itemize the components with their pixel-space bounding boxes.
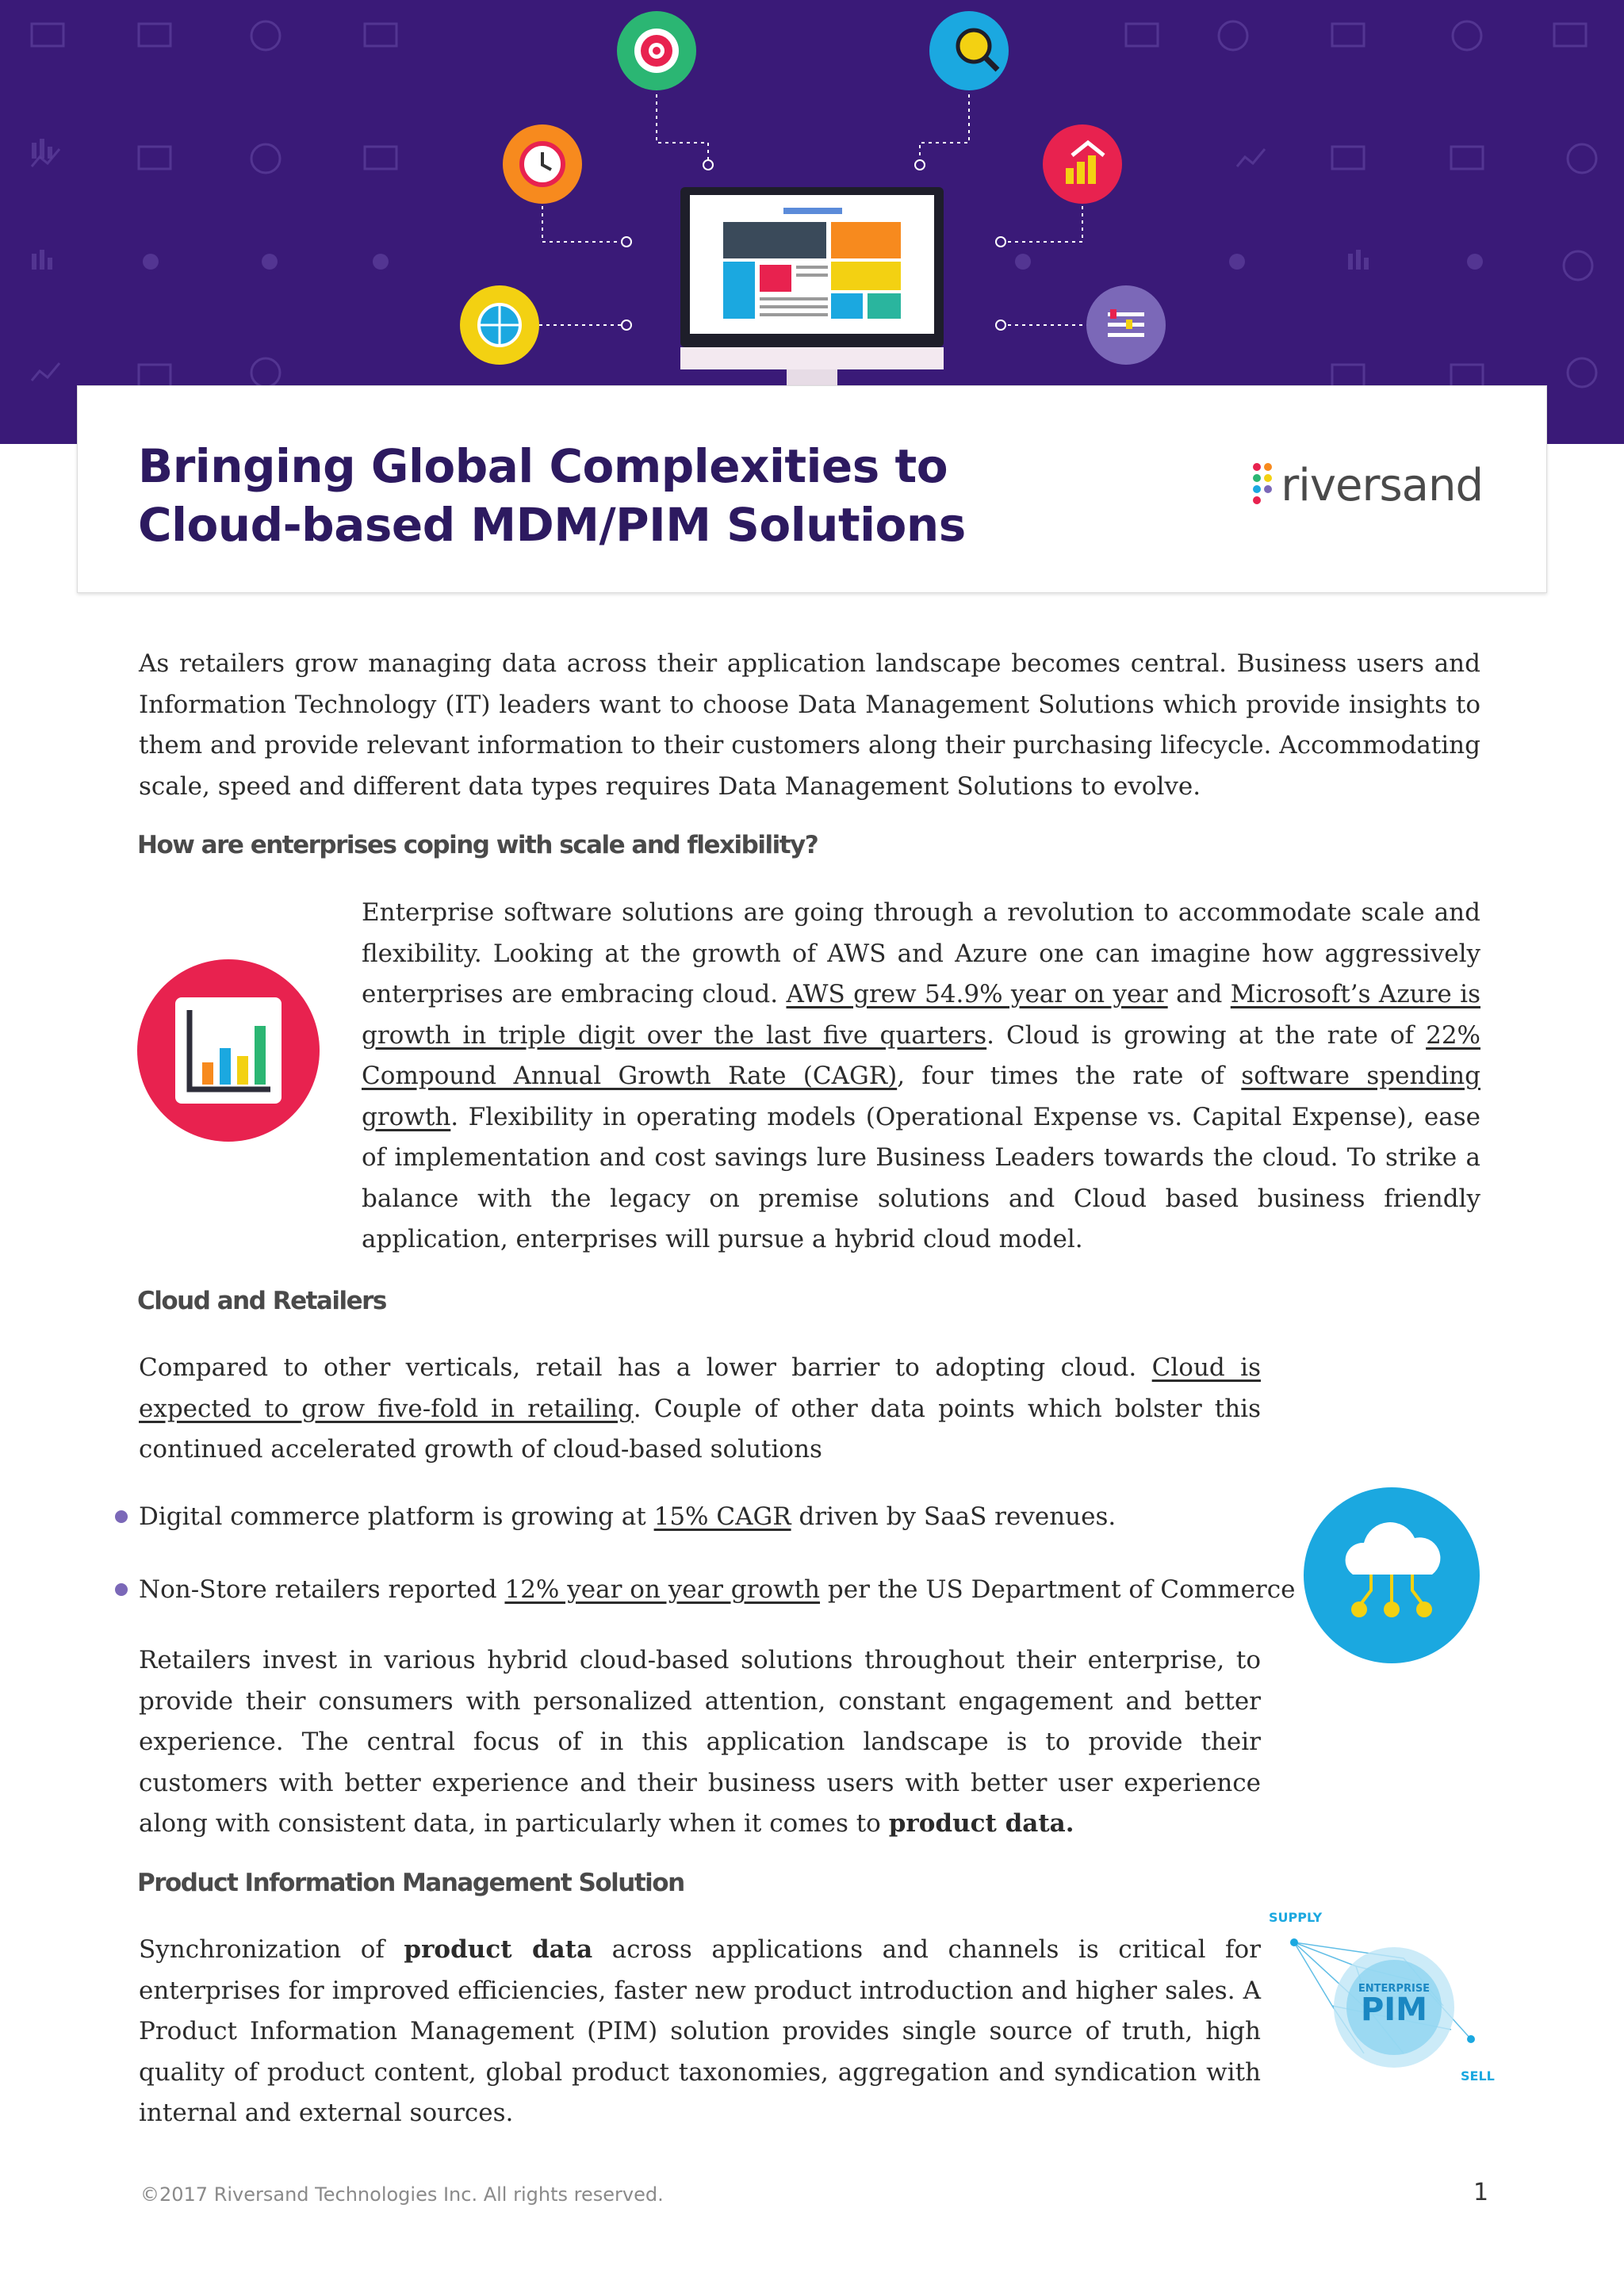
list-item (139, 1498, 1116, 1535)
product-data-bold-2: product data (404, 1935, 593, 1964)
cloud-retailing-link[interactable]: Cloud is expected to grow five-fold in retailing (139, 1353, 1261, 1423)
pim-label: PIM (1360, 1992, 1428, 2028)
hero-illustration (0, 0, 1624, 444)
enterprise-label: ENTERPRISE (1358, 1983, 1431, 1995)
section-heading-cloud-retailers: Cloud and Retailers (137, 1287, 386, 1315)
intro-paragraph: As retailers grow managing data across their application landscape becomes central. Business users and Information Technology (IT) leaders want to choose Data Management Solutions which provide insights to them and provide relevant information to their customers along their purchasing lifecycle. Accommodating scale, speed and different data types requires Data Management Solutions to evolve. (139, 649, 1480, 801)
hero-banner (0, 0, 1624, 444)
software-spending-link[interactable]: software spending growth (362, 1062, 1480, 1131)
bullet-text-post: per the US Department of Commerce (820, 1575, 1296, 1604)
section3-text-a: Synchronization of (139, 1935, 404, 1964)
section-heading-pim: Product Information Management Solution (137, 1869, 684, 1897)
azure-growth-link[interactable]: Microsoft’s Azure is growth in triple digit over the last five quarters (362, 980, 1480, 1050)
cloud-network-icon (1304, 1487, 1480, 1663)
title-line-2: Cloud-based MDM/PIM Solutions (138, 498, 966, 552)
page-title (138, 437, 966, 554)
digital-commerce-cagr-link[interactable]: 15% CAGR (653, 1502, 791, 1531)
section1-text-a: Enterprise software solutions are going through a revolution to accommodate scale and flexibility. Looking at the growth of AWS and Azure one can imagine how aggressively enterprises are embracing cloud. (362, 898, 1480, 1008)
section2-paragraph (139, 1348, 1261, 1471)
section-heading-scale: How are enterprises coping with scale and flexibility? (137, 831, 818, 859)
enterprise-pim-graphic (1261, 1903, 1495, 2093)
non-store-growth-link[interactable]: 12% year on year growth (504, 1575, 821, 1604)
section1-text-e: . Flexibility in operating models (Operational Expense vs. Capital Expense), ease of implementation and cost savings lure Business Leaders towards the cloud. To strike a balance with the legacy on premise solutions and Cloud based business friendly application, enterprises will pursue a hybrid cloud model. (362, 1102, 1480, 1253)
section1-text-b: and (1167, 980, 1231, 1008)
bullet-text-pre: Non-Store retailers reported (139, 1575, 505, 1604)
bullet-dot (115, 1583, 128, 1596)
aws-growth-link[interactable]: AWS grew 54.9% year on year (786, 980, 1168, 1008)
bullet-text-post: driven by SaaS revenues. (791, 1502, 1116, 1531)
bar-chart-icon (137, 959, 320, 1142)
page-number: 1 (1473, 2179, 1489, 2206)
section2-text-b: . Couple of other data points which bolster this continued accelerated growth of cloud-based solutions (139, 1394, 1261, 1464)
bullet-dot (115, 1510, 128, 1523)
section3-paragraph (139, 1930, 1261, 2134)
logo-text: riversand (1281, 459, 1483, 511)
supply-label: SUPPLY (1269, 1910, 1323, 1925)
sell-label: SELL (1461, 2068, 1495, 2084)
bullet-text-pre: Digital commerce platform is growing at (139, 1502, 654, 1531)
section3-text-b: across applications and channels is critical for enterprises for improved efficiencies, faster new product introduction and higher sales. A Product Information Management (PIM) solution provides single source of truth, high quality of product content, global product taxonomies, aggregation and syndication with internal and external sources. (139, 1935, 1261, 2127)
logo-dots-icon (1252, 462, 1274, 508)
section1-text-c: . Cloud is growing at the rate of (986, 1020, 1427, 1050)
title-card (77, 385, 1547, 593)
section1-text-d: , four times the rate of (897, 1062, 1242, 1090)
section2-paragraph-2 (139, 1640, 1261, 1845)
list-item (139, 1571, 1295, 1608)
riversand-logo (1252, 457, 1483, 513)
product-data-bold: product data. (888, 1809, 1074, 1838)
footer-copyright: ©2017 Riversand Technologies Inc. All rights reserved. (140, 2183, 664, 2206)
section2-text-a: Compared to other verticals, retail has a lower barrier to adopting cloud. (139, 1353, 1152, 1382)
section1-paragraph (362, 893, 1480, 1261)
cagr-link[interactable]: 22% Compound Annual Growth Rate (CAGR) (362, 1020, 1480, 1090)
section2-text-c: Retailers invest in various hybrid cloud-based solutions throughout their enterprise, to provide their consumers with personalized attention, constant engagement and better experience. The central focus of in this application landscape is to provide their customers with better experience and their business users with better user experience along with consistent data, in particularly when it comes to (139, 1646, 1261, 1838)
title-line-1: Bringing Global Complexities to (138, 439, 948, 493)
